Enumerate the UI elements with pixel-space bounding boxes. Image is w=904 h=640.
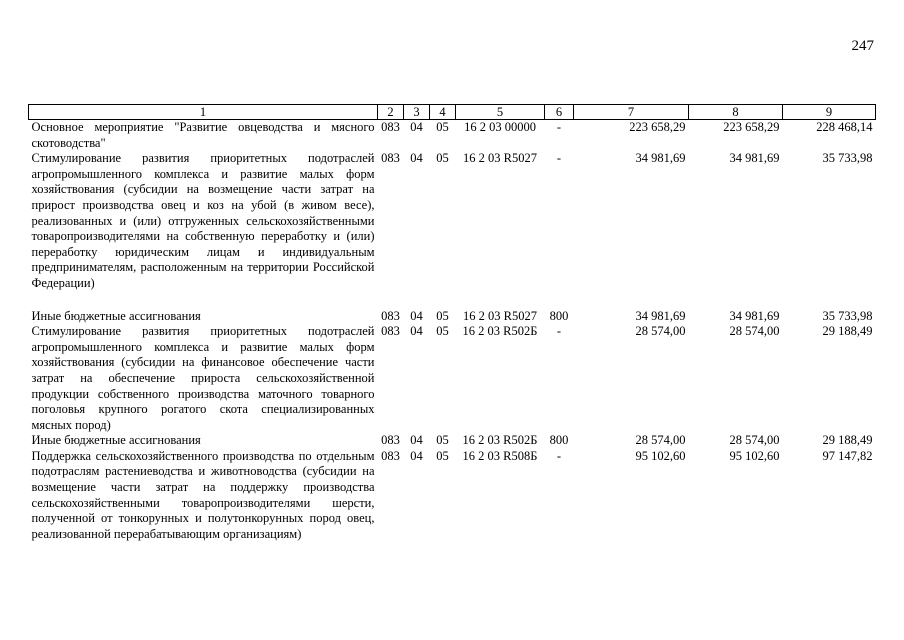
cell-code: 083 bbox=[381, 448, 400, 463]
cell-type: - bbox=[556, 120, 562, 134]
table-row bbox=[29, 309, 876, 325]
header-cell: 9 bbox=[783, 105, 876, 120]
row-name: Стимулирование развития приоритетных подотраслей агропромышленного комплекса и развитие малых форм хозяйствования (субсидии на возмещение части затрат на прирост производства овец и коз на убой (в живом весе), реализованных и (или) отгруженных сельскохозяйственными товаропроизводителями на собственную переработку и (или) переработку юридическим лицам и индивидуальным предпринимателям, расположенным на территории Российской Федерации) bbox=[31, 151, 375, 290]
cell-amount: 28 574,00 bbox=[635, 324, 686, 339]
table-row bbox=[29, 449, 876, 543]
row-name: Иные бюджетные ассигнования bbox=[31, 433, 201, 448]
cell-target: 16 2 03 R5027 bbox=[463, 151, 537, 166]
cell-section: 04 bbox=[410, 120, 423, 134]
cell-type: 800 bbox=[549, 433, 569, 448]
cell-code: 083 bbox=[381, 324, 400, 339]
cell-amount: 34 981,69 bbox=[635, 151, 686, 166]
header-cell: 5 bbox=[456, 105, 545, 120]
header-cell: 3 bbox=[404, 105, 430, 120]
cell-subsection: 05 bbox=[436, 120, 449, 134]
cell-section: 04 bbox=[410, 433, 423, 448]
table-row bbox=[29, 433, 876, 449]
cell-code: 083 bbox=[381, 151, 400, 166]
cell-subsection: 05 bbox=[436, 151, 449, 166]
cell-amount: 29 188,49 bbox=[822, 433, 873, 448]
table-row bbox=[29, 324, 876, 433]
cell-subsection: 05 bbox=[436, 324, 449, 339]
cell-amount: 223 658,29 bbox=[723, 120, 780, 134]
cell-amount: 223 658,29 bbox=[629, 120, 686, 134]
cell-section: 04 bbox=[410, 448, 423, 463]
cell-amount: 34 981,69 bbox=[635, 308, 686, 323]
cell-type: - bbox=[556, 324, 562, 339]
header-row bbox=[29, 105, 876, 120]
cell-section: 04 bbox=[410, 324, 423, 339]
header-cell: 4 bbox=[430, 105, 456, 120]
row-name: Иные бюджетные ассигнования bbox=[31, 308, 201, 323]
cell-amount: 228 468,14 bbox=[816, 120, 873, 134]
cell-section: 04 bbox=[410, 308, 423, 323]
header-cell: 2 bbox=[378, 105, 404, 120]
cell-amount: 97 147,82 bbox=[822, 448, 873, 463]
row-name: Поддержка сельскохозяйственного производства по отдельным подотраслям растениеводства и животноводства (субсидии на возмещение части затрат на поддержку производства сельскохозяйственными товаропроизводителями шерсти, полученной от тонкорунных и полутонкорунных пород овец, реализованной перерабатывающим организациям) bbox=[31, 448, 375, 541]
cell-target: 16 2 03 00000 bbox=[464, 120, 536, 134]
header-cell: 8 bbox=[689, 105, 783, 120]
cell-amount: 34 981,69 bbox=[729, 308, 780, 323]
spacer-cell bbox=[29, 292, 876, 309]
page-number: 247 bbox=[851, 38, 874, 54]
header-cell: 1 bbox=[29, 105, 378, 120]
budget-table bbox=[28, 104, 876, 542]
cell-amount: 95 102,60 bbox=[729, 448, 780, 463]
spacer-row bbox=[29, 292, 876, 309]
cell-type: - bbox=[556, 151, 562, 166]
cell-amount: 35 733,98 bbox=[822, 308, 873, 323]
cell-amount: 28 574,00 bbox=[729, 324, 780, 339]
cell-code: 083 bbox=[381, 433, 400, 448]
cell-target: 16 2 03 R502Б bbox=[462, 433, 538, 448]
cell-subsection: 05 bbox=[436, 433, 449, 448]
header-cell: 6 bbox=[545, 105, 574, 120]
cell-target: 16 2 03 R508Б bbox=[462, 448, 538, 463]
cell-section: 04 bbox=[410, 151, 423, 166]
header-cell: 7 bbox=[574, 105, 689, 120]
table-row bbox=[29, 120, 876, 152]
cell-amount: 29 188,49 bbox=[822, 324, 873, 339]
cell-amount: 28 574,00 bbox=[635, 433, 686, 448]
cell-type: - bbox=[556, 448, 562, 463]
row-name: Стимулирование развития приоритетных подотраслей агропромышленного комплекса и развитие малых форм хозяйствования (субсидии на финансовое обеспечение части затрат на обеспечение прироста сельскохозяйственной продукции собственного производства маточного товарного поголовья крупного рогатого скота специализированных мясных пород) bbox=[31, 324, 375, 432]
table-row bbox=[29, 151, 876, 291]
cell-code: 083 bbox=[381, 308, 400, 323]
cell-target: 16 2 03 R5027 bbox=[463, 308, 537, 323]
cell-amount: 34 981,69 bbox=[729, 151, 780, 166]
cell-amount: 28 574,00 bbox=[729, 433, 780, 448]
cell-code: 083 bbox=[381, 120, 400, 134]
cell-type: 800 bbox=[549, 308, 569, 323]
cell-amount: 35 733,98 bbox=[822, 151, 873, 166]
row-name: Основное мероприятие "Развитие овцеводства и мясного скотоводства" bbox=[31, 120, 375, 150]
cell-subsection: 05 bbox=[436, 448, 449, 463]
cell-target: 16 2 03 R502Б bbox=[462, 324, 538, 339]
cell-subsection: 05 bbox=[436, 308, 449, 323]
cell-amount: 95 102,60 bbox=[635, 448, 686, 463]
